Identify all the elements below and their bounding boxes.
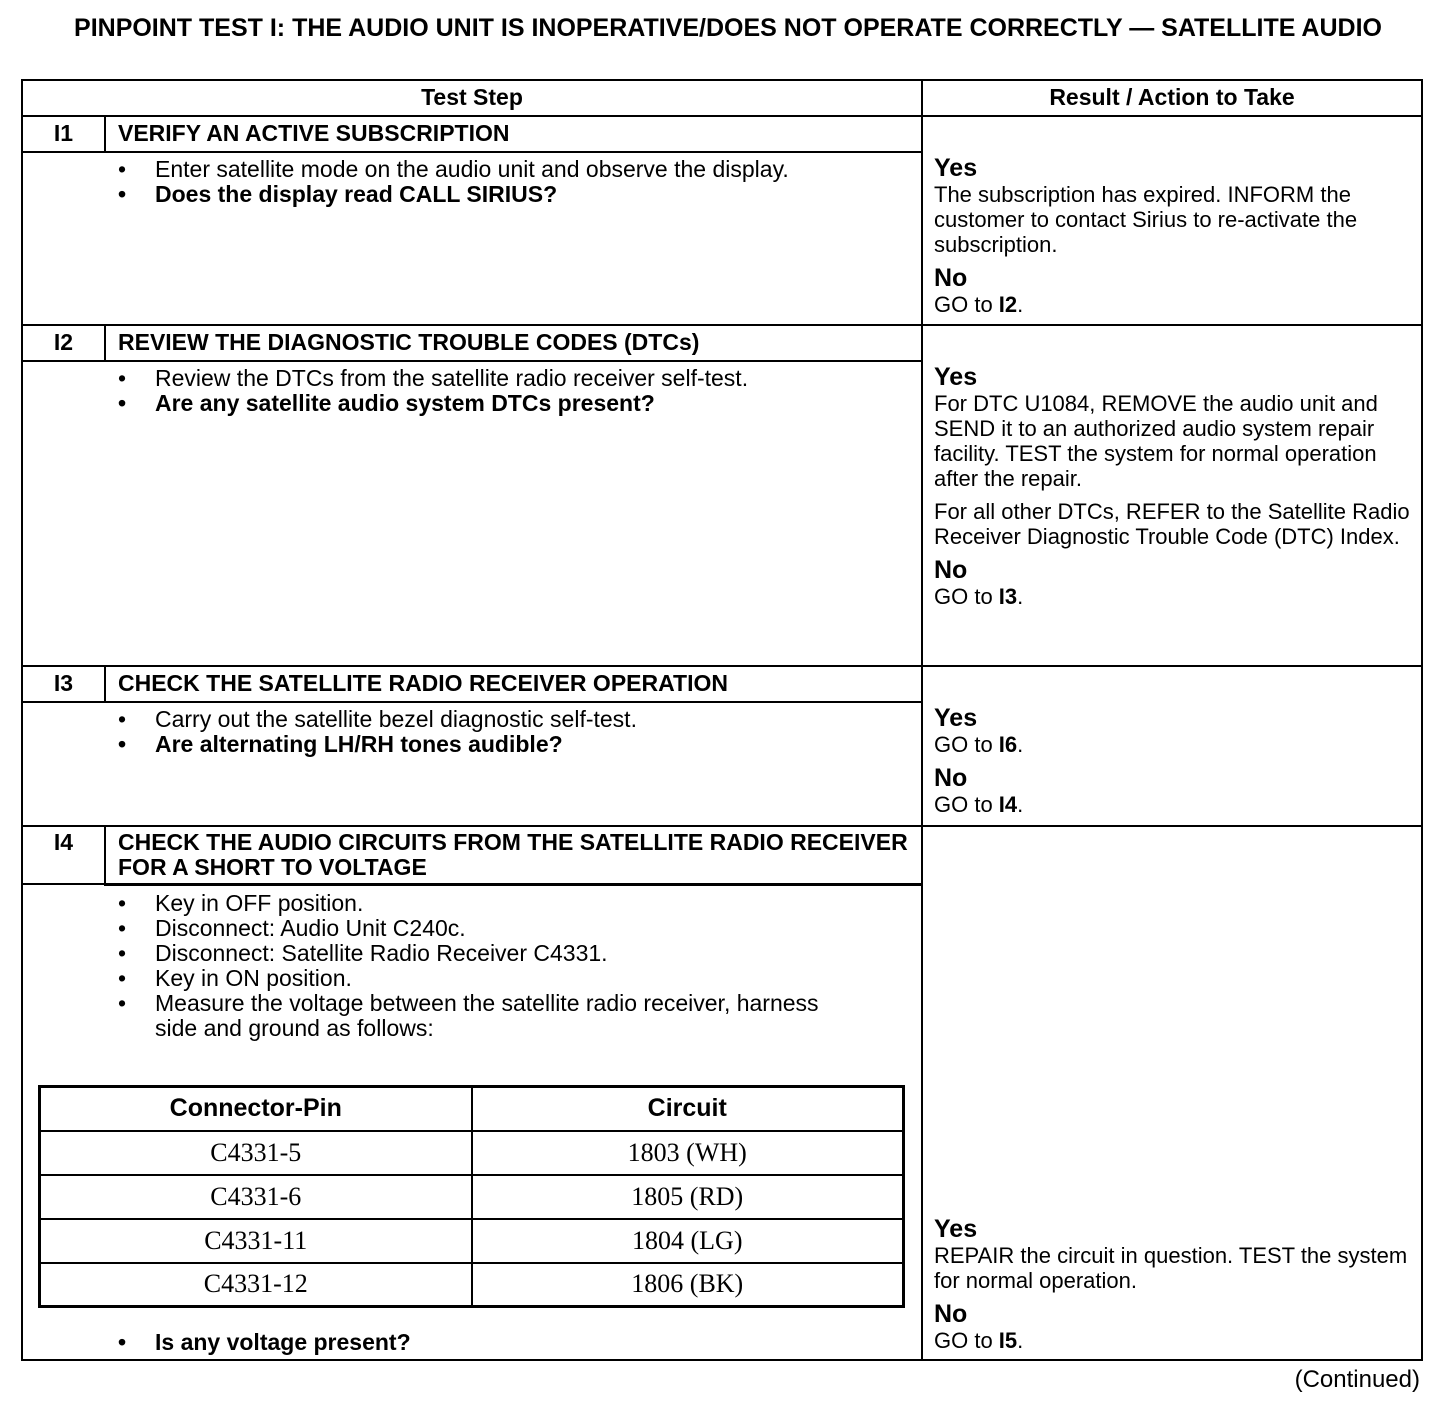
step-title-divider xyxy=(21,360,923,362)
step-bullets xyxy=(118,366,908,416)
step-reference: I5 xyxy=(998,1328,1018,1353)
bullet-item: • Review the DTCs from the satellite radio receiver self-test. xyxy=(118,366,908,391)
table-border-left xyxy=(21,79,23,1361)
yes-text-2: For all other DTCs, REFER to the Satellite Radio Receiver Diagnostic Trouble Code (DTC) Index. xyxy=(934,499,1410,549)
yes-text: GO to I6. xyxy=(934,732,1024,757)
no-label: No xyxy=(934,764,968,792)
step-id: I4 xyxy=(53,829,74,855)
no-text: GO to I2. xyxy=(934,292,1024,317)
step-id: I2 xyxy=(53,329,74,355)
step-id-divider xyxy=(104,324,106,361)
bullet-item: • Disconnect: Audio Unit C240c. xyxy=(118,916,908,941)
step-reference: I2 xyxy=(998,292,1018,317)
yes-text: For DTC U1084, REMOVE the audio unit and SEND it to an authorized audio system repair facility. TEST the system for normal operation after the repair. xyxy=(934,391,1378,491)
table-border-top xyxy=(21,79,1423,81)
step-id: I3 xyxy=(53,670,74,696)
table-row xyxy=(40,1263,904,1307)
table-border-right xyxy=(1421,79,1423,1361)
no-label: No xyxy=(934,264,968,292)
table-cell: 1806 (BK) xyxy=(472,1263,904,1307)
table-row xyxy=(40,1131,904,1175)
table-cell: C4331-5 xyxy=(40,1131,472,1175)
yes-label: Yes xyxy=(934,363,978,391)
bullet-question: • Does the display read CALL SIRIUS? xyxy=(118,182,908,207)
result-block xyxy=(934,155,1420,317)
bullet-item: • Key in ON position. xyxy=(118,966,908,991)
step-id-divider xyxy=(104,825,106,885)
step-title: CHECK THE AUDIO CIRCUITS FROM THE SATELLITE RADIO RECEIVER FOR A SHORT TO VOLTAGE xyxy=(118,829,908,880)
column-divider xyxy=(921,79,923,1361)
step-title: CHECK THE SATELLITE RADIO RECEIVER OPERATION xyxy=(118,670,728,696)
step-bullets xyxy=(118,1330,908,1355)
yes-text: REPAIR the circuit in question. TEST the system for normal operation. xyxy=(934,1243,1408,1293)
table-header-row xyxy=(40,1087,904,1131)
yes-label: Yes xyxy=(934,704,978,732)
table-cell: 1804 (LG) xyxy=(472,1219,904,1263)
step-reference: I6 xyxy=(998,732,1018,757)
row-divider xyxy=(21,825,1423,827)
row-divider xyxy=(21,324,1423,326)
yes-label: Yes xyxy=(934,154,978,182)
step-reference: I3 xyxy=(998,584,1018,609)
table-cell: C4331-12 xyxy=(40,1263,472,1307)
connector-pin-table xyxy=(38,1085,905,1308)
step-title: VERIFY AN ACTIVE SUBSCRIPTION xyxy=(118,120,510,146)
step-title-divider xyxy=(104,883,923,886)
bullet-question: • Are alternating LH/RH tones audible? xyxy=(118,732,908,757)
no-text: GO to I3. xyxy=(934,584,1024,609)
continued-label: (Continued) xyxy=(1294,1366,1420,1393)
bullet-question: • Are any satellite audio system DTCs present? xyxy=(118,391,908,416)
result-block xyxy=(934,1216,1420,1353)
column-header: Circuit xyxy=(472,1087,904,1131)
step-title-divider xyxy=(21,151,923,153)
bullet-item: • Carry out the satellite bezel diagnostic self-test. xyxy=(118,707,908,732)
yes-label: Yes xyxy=(934,1215,978,1243)
bullet-item: • Measure the voltage between the satellite radio receiver, harness side and ground as follows: xyxy=(118,991,838,1041)
result-block xyxy=(934,705,1420,817)
yes-text: The subscription has expired. INFORM the customer to contact Sirius to re-activate the subscription. xyxy=(934,182,1358,257)
step-bullets xyxy=(118,157,908,207)
header-divider xyxy=(21,115,1423,117)
bullet-item: • Enter satellite mode on the audio unit and observe the display. xyxy=(118,157,908,182)
table-border-bottom xyxy=(21,1359,1423,1361)
no-label: No xyxy=(934,1300,968,1328)
column-header: Connector-Pin xyxy=(40,1087,472,1131)
header-result: Result / Action to Take xyxy=(1049,84,1295,110)
table-row xyxy=(40,1219,904,1263)
table-cell: 1803 (WH) xyxy=(472,1131,904,1175)
step-bullets xyxy=(118,891,908,1041)
result-block xyxy=(934,364,1420,609)
step-id-divider xyxy=(104,115,106,152)
step-bullets xyxy=(118,707,908,757)
table-cell: 1805 (RD) xyxy=(472,1175,904,1219)
step-title-divider xyxy=(21,701,923,703)
table-row xyxy=(40,1175,904,1219)
no-text: GO to I4. xyxy=(934,792,1024,817)
bullet-question: • Is any voltage present? xyxy=(118,1330,908,1355)
row-divider xyxy=(21,665,1423,667)
step-id-divider xyxy=(104,665,106,702)
step-title-divider xyxy=(21,883,105,885)
step-id: I1 xyxy=(53,120,74,146)
header-test-step: Test Step xyxy=(421,84,523,110)
page-title: PINPOINT TEST I: THE AUDIO UNIT IS INOPERATIVE/DOES NOT OPERATE CORRECTLY — SATELLITE AUDIO xyxy=(74,14,1382,42)
no-text: GO to I5. xyxy=(934,1328,1024,1353)
table-cell: C4331-11 xyxy=(40,1219,472,1263)
step-title: REVIEW THE DIAGNOSTIC TROUBLE CODES (DTCs) xyxy=(118,329,700,355)
table-cell: C4331-6 xyxy=(40,1175,472,1219)
bullet-item: • Disconnect: Satellite Radio Receiver C4331. xyxy=(118,941,908,966)
bullet-item: • Key in OFF position. xyxy=(118,891,908,916)
no-label: No xyxy=(934,556,968,584)
step-reference: I4 xyxy=(998,792,1018,817)
